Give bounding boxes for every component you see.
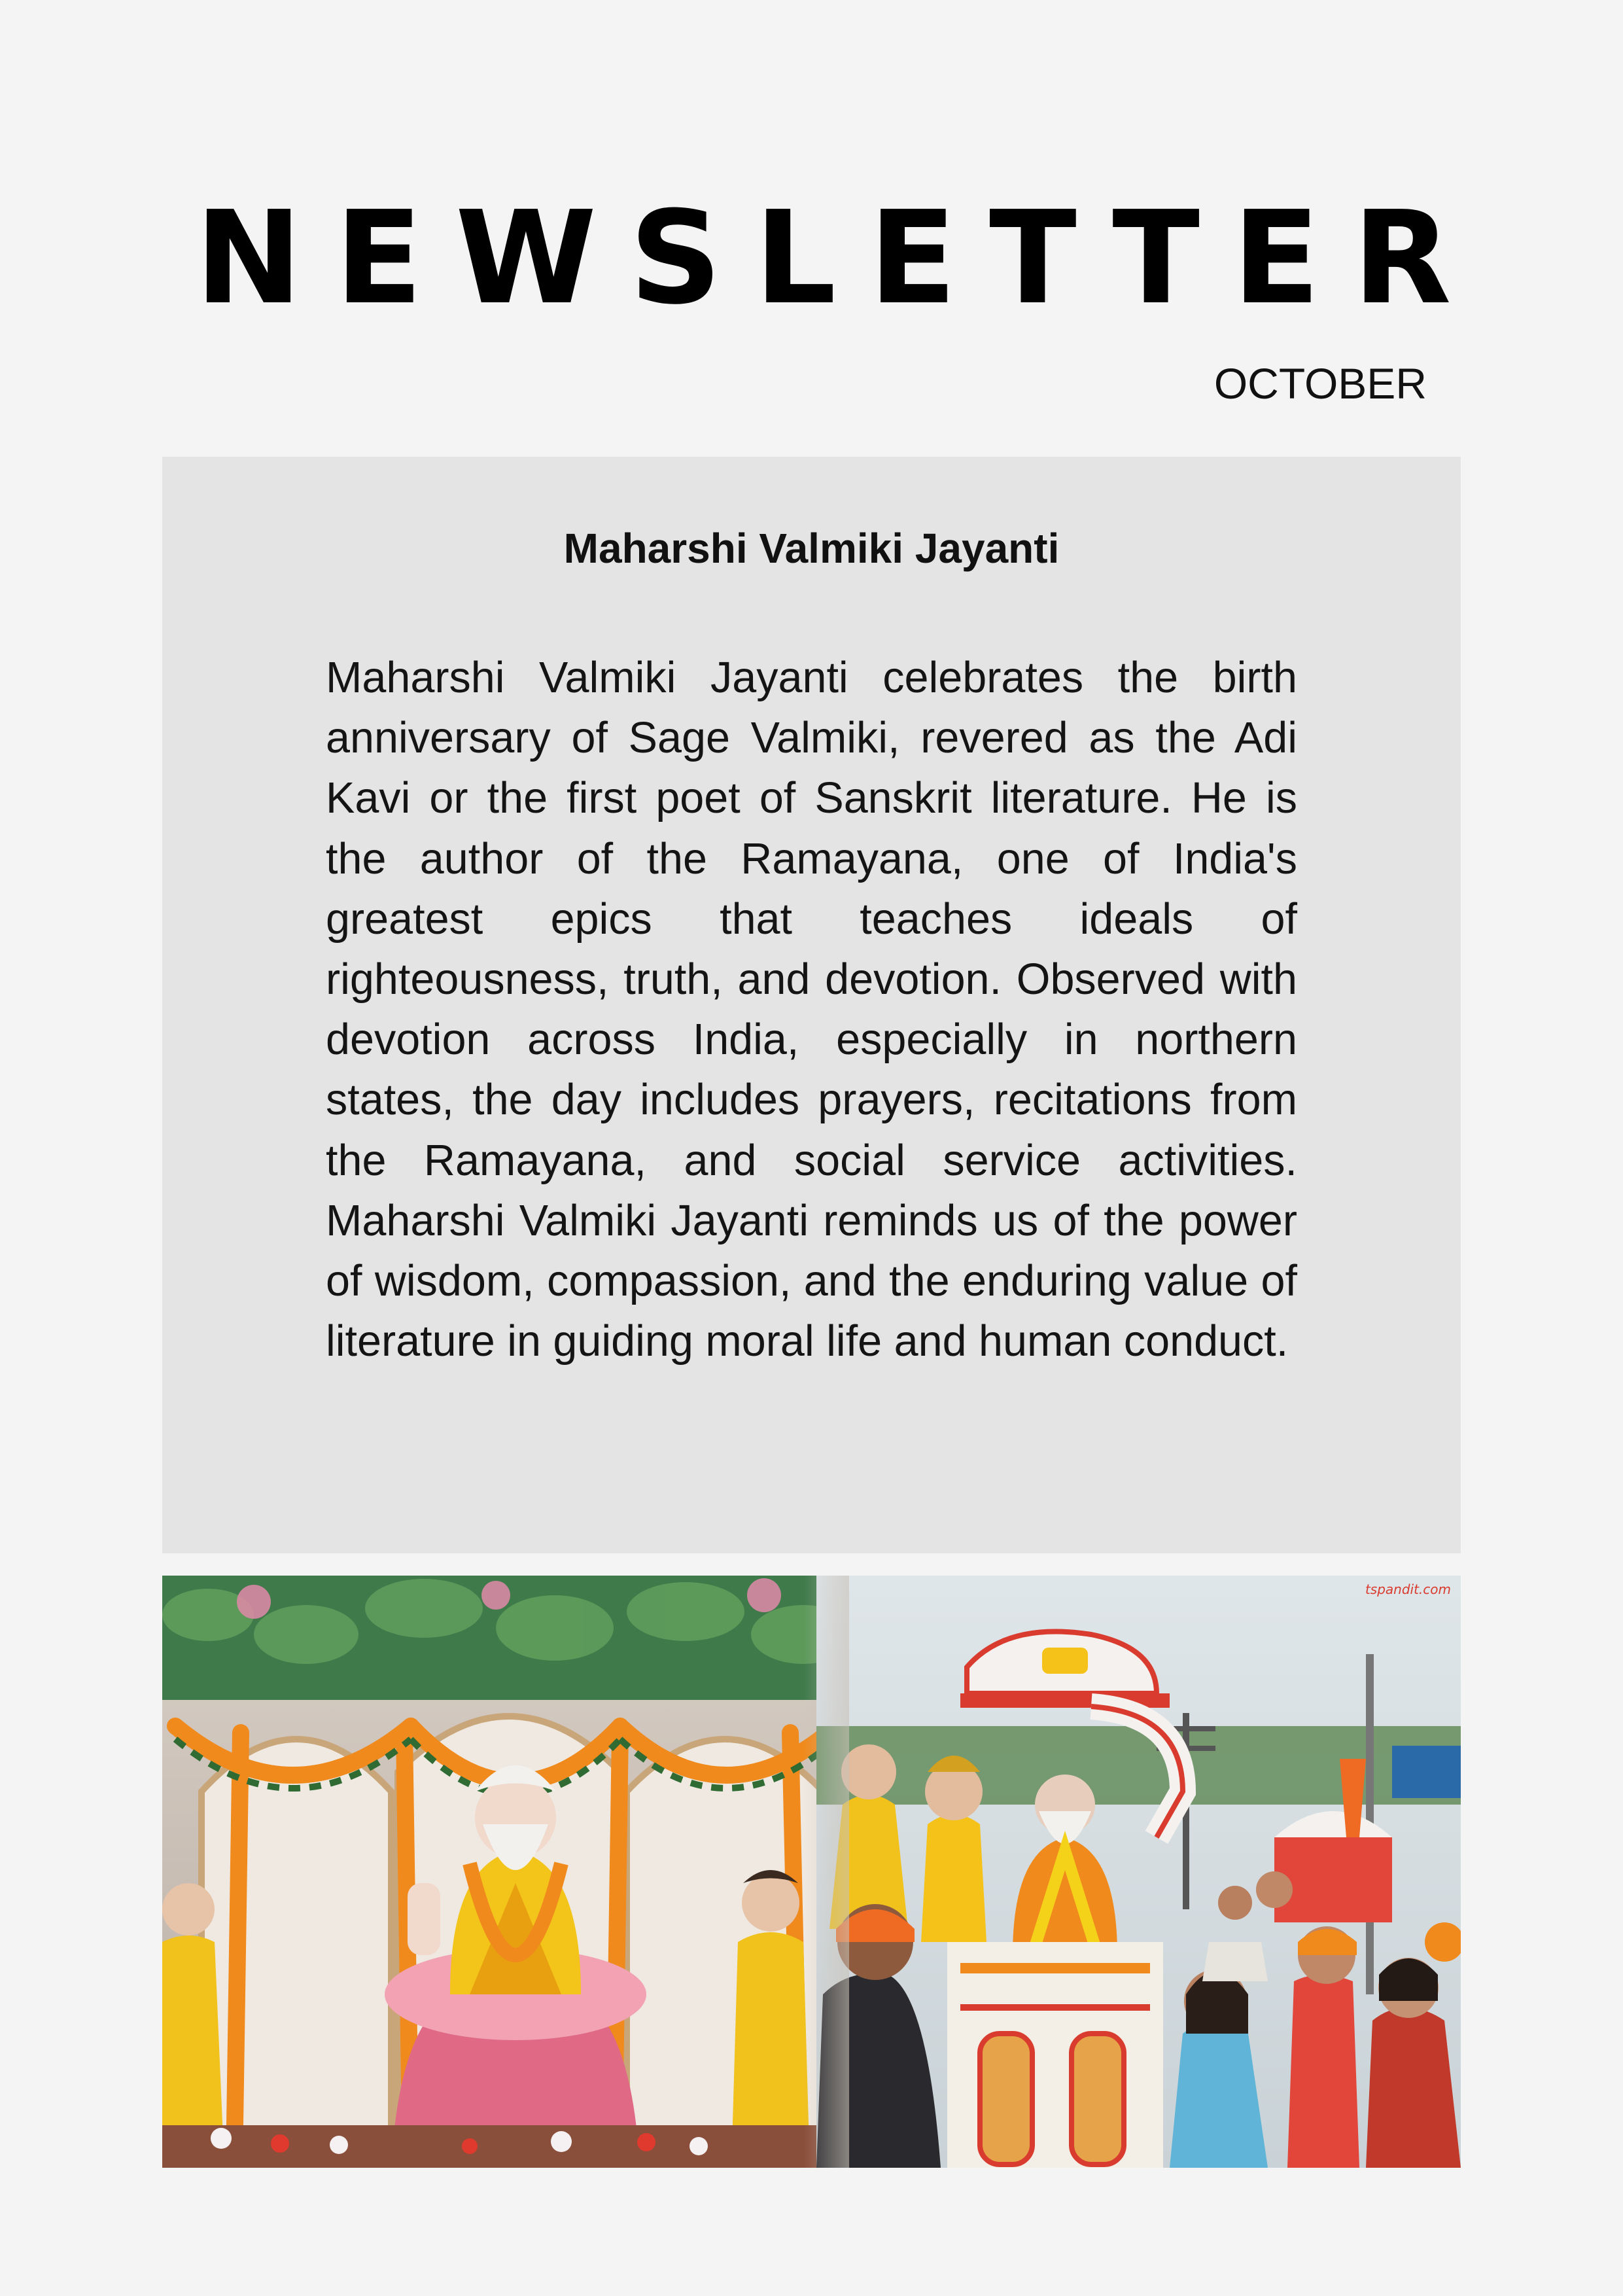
article-title: Maharshi Valmiki Jayanti — [563, 525, 1060, 572]
temple-shrine-scene — [162, 1576, 856, 2168]
newsletter-masthead: NEWSLETTER — [195, 184, 1484, 333]
article-body: Maharshi Valmiki Jayanti celebrates the birth anniversary of Sage Valmiki, revered as the Adi Kavi or the first poet of Sanskrit literature. He is the author of the Ramayana, one of India's greatest epics that teaches ideals of righteousness, truth, and devotion. Observed with devotion across India, especially in northern states, the day includes prayers, recitations from the Ramayana, and social service activities. Maharshi Valmiki Jayanti reminds us of the power of wisdom, compassion, and the enduring value of literature in guiding moral life and human conduct. — [326, 654, 1297, 1366]
issue-month: OCTOBER — [1213, 359, 1427, 408]
article-card — [162, 457, 1461, 1553]
photo-watermark: tspandit.com — [1365, 1581, 1451, 1597]
festival-photo-collage — [162, 1576, 1461, 2168]
procession-scene — [816, 1576, 1461, 2168]
